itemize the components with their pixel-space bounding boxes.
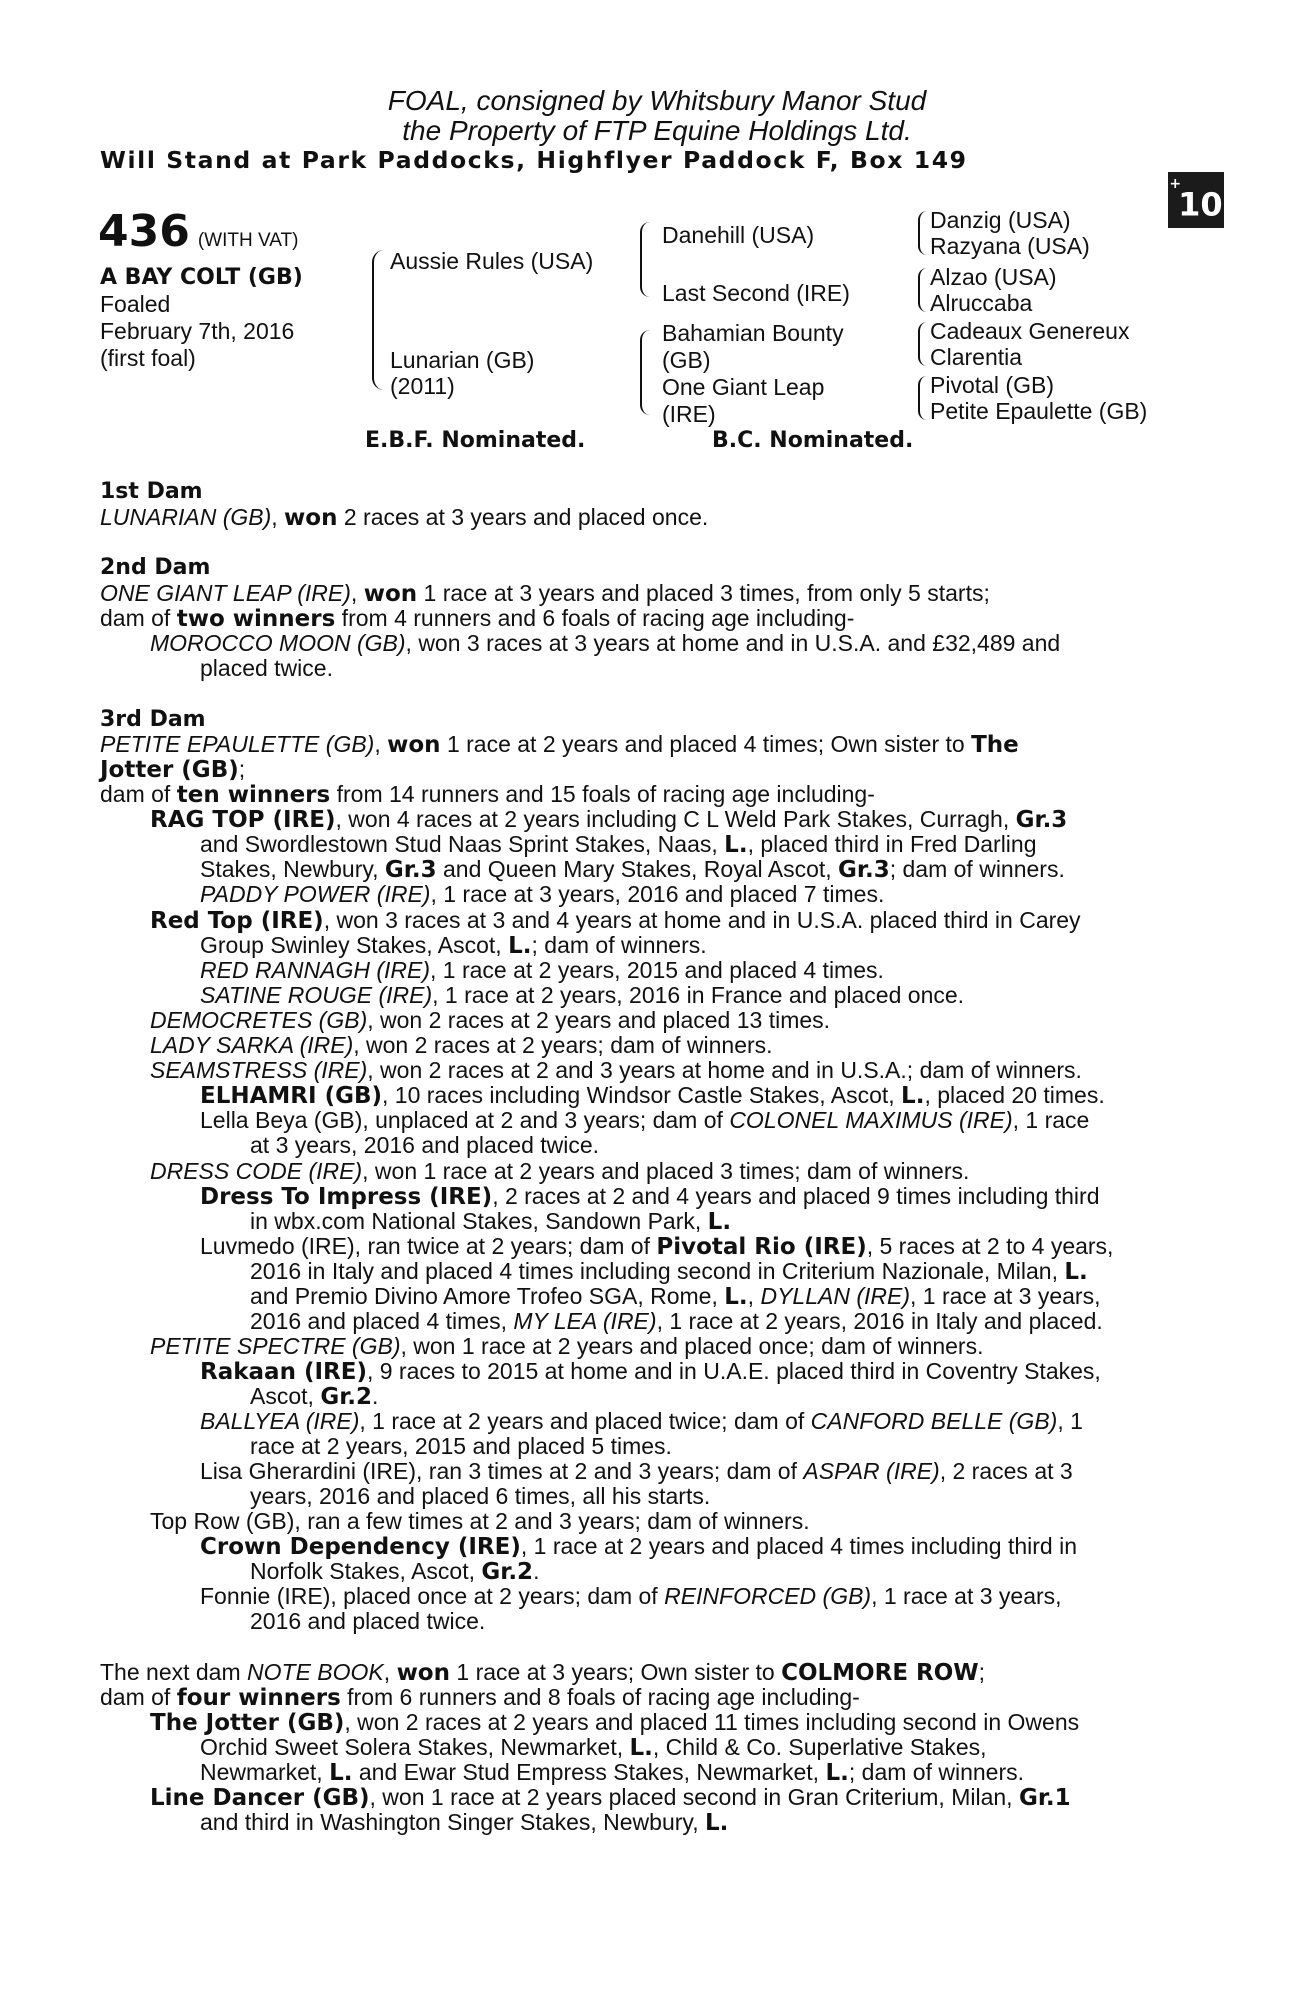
second-dam-line: ONE GIANT LEAP (IRE), won 1 race at 3 years and placed 3 times, from only 5 starts; — [100, 580, 990, 607]
lot-description: A BAY COLT (GB) — [100, 265, 303, 290]
crown-gr2: Gr.2 — [481, 1559, 534, 1585]
aspar-name: ASPAR (IRE) — [803, 1458, 940, 1484]
redtop-text-2: Group Swinley Stakes, Ascot, — [200, 932, 509, 958]
redtop-text-1: , won 3 races at 3 and 4 years at home and in U.S.A. placed third in Carey — [323, 907, 1081, 933]
luvmedo-line-4 — [250, 1309, 1103, 1335]
spectre-name: PETITE SPECTRE (GB) — [150, 1333, 401, 1359]
rakaan-gr2: Gr.2 — [320, 1384, 372, 1410]
dam: Lunarian (GB) — [390, 347, 535, 373]
jotter-text-2: Orchid Sweet Solera Stakes, Newmarket, — [200, 1734, 630, 1760]
lella-line-2: at 3 years, 2016 and placed twice. — [250, 1132, 600, 1158]
sire-sire-sire: Danzig (USA) — [930, 207, 1071, 233]
sire-dam-sire: Alzao (USA) — [930, 264, 1057, 290]
spectre-line — [150, 1334, 983, 1360]
second-dam-dam-of: dam of — [100, 605, 177, 631]
sarka-text: , won 2 races at 2 years; dam of winners. — [353, 1032, 773, 1058]
luvmedo-text-2: , 5 races at 2 to 4 years, — [866, 1233, 1114, 1259]
ragtop-listed: L. — [724, 832, 748, 858]
third-dam-won: won — [387, 732, 441, 758]
dam-year: (2011) — [390, 373, 455, 399]
second-dam-winners-text: from 4 runners and 6 foals of racing age including- — [335, 605, 855, 631]
ballyea-text-1: , 1 race at 2 years and placed twice; dam of — [359, 1408, 811, 1434]
pedigree-brace-g4 — [918, 376, 927, 420]
impress-line-1 — [200, 1184, 1100, 1211]
dresscode-text: , won 1 race at 2 years and placed 3 times; dam of winners. — [362, 1158, 970, 1184]
crown-line-2 — [250, 1559, 539, 1586]
first-dam-text: 2 races at 3 years and placed once. — [337, 504, 709, 530]
lella-line-1 — [200, 1108, 1089, 1134]
jotter-text-3: , Child & Co. Superlative Stakes, — [652, 1734, 987, 1760]
linedancer-line-2 — [200, 1810, 728, 1837]
redtop-text-3: ; dam of winners. — [531, 932, 707, 958]
next-dam-semi: ; — [978, 1659, 986, 1685]
next-dam-sister: COLMORE ROW — [781, 1660, 979, 1686]
linedancer-text-2: and third in Washington Singer Stakes, Newbury, — [200, 1809, 705, 1835]
elhamri-name: ELHAMRI (GB) — [200, 1083, 383, 1109]
ballyea-line-2: race at 2 years, 2015 and placed 5 times. — [250, 1433, 672, 1459]
luvmedo-listed-2: L. — [724, 1284, 748, 1310]
dam-sire: Bahamian Bounty — [662, 320, 844, 346]
ragtop-gr3-a: Gr.3 — [1015, 807, 1068, 833]
sire: Aussie Rules (USA) — [390, 248, 594, 274]
jotter-text-4: Newmarket, — [200, 1759, 330, 1785]
jotter-text-6: ; dam of winners. — [848, 1759, 1025, 1785]
next-dam-comma: , — [383, 1659, 397, 1685]
luvmedo-text-8: , 1 race at 2 years, 2016 in Italy and placed. — [656, 1308, 1103, 1334]
ragtop-line-3 — [200, 857, 1065, 884]
impress-name: Dress To Impress (IRE) — [200, 1184, 493, 1210]
ragtop-text-4: Stakes, Newbury, — [200, 856, 385, 882]
rannagh-line — [200, 958, 884, 984]
second-dam-name: ONE GIANT LEAP (IRE) — [100, 580, 351, 606]
sire-dam-dam: Alruccaba — [930, 290, 1033, 316]
jotter-line-2 — [200, 1735, 987, 1762]
crown-line-1 — [200, 1534, 1077, 1561]
dresscode-name: DRESS CODE (IRE) — [150, 1158, 363, 1184]
redtop-listed: L. — [508, 933, 532, 959]
lot-number-value: 436 — [98, 206, 190, 257]
jotter-line-1 — [150, 1710, 1079, 1737]
foaled-date: February 7th, 2016 — [100, 318, 295, 344]
third-dam-text: 1 race at 2 years and placed 4 times; Own sister to — [440, 731, 972, 757]
lisa-text-1: Lisa Gherardini (IRE), ran 3 times at 2 and 3 years; dam of — [200, 1458, 804, 1484]
jotter-listed-1: L. — [629, 1735, 653, 1761]
redtop-name: Red Top (IRE) — [150, 908, 324, 934]
next-dam-won: won — [396, 1660, 450, 1686]
paddy-text: , 1 race at 3 years, 2016 and placed 7 times. — [430, 881, 885, 907]
second-dam-won: won — [363, 581, 418, 607]
crown-dot: . — [533, 1558, 540, 1584]
first-dam-line: LUNARIAN (GB), won 2 races at 3 years and placed once. — [100, 504, 709, 531]
bc-nominated: B.C. Nominated. — [712, 428, 914, 453]
next-dam-name: NOTE BOOK — [247, 1659, 384, 1685]
pivotal-rio-name: Pivotal Rio (IRE) — [656, 1234, 867, 1260]
luvmedo-listed-1: L. — [1064, 1259, 1088, 1285]
paddy-name: PADDY POWER (IRE) — [200, 881, 431, 907]
crown-text-1: , 1 race at 2 years and placed 4 times including third in — [520, 1533, 1078, 1559]
third-dam-dam-of: dam of — [100, 781, 177, 807]
ragtop-text-2: and Swordlestown Stud Naas Sprint Stakes, Naas, — [200, 831, 725, 857]
dam-sire-sire: Cadeaux Genereux — [930, 318, 1130, 344]
canford-name: CANFORD BELLE (GB) — [810, 1408, 1058, 1434]
fonnie-line-1 — [200, 1584, 1062, 1610]
linedancer-listed: L. — [704, 1810, 729, 1836]
ragtop-line-2 — [200, 832, 1037, 859]
rannagh-text: , 1 race at 2 years, 2015 and placed 4 times. — [430, 957, 884, 983]
jotter-line-3 — [200, 1760, 1024, 1787]
rakaan-line-2 — [250, 1384, 378, 1411]
fonnie-text-2: , 1 race at 3 years, — [871, 1583, 1062, 1609]
next-dam-winners-text: from 6 runners and 8 foals of racing age including- — [340, 1684, 860, 1710]
vat-label: (WITH VAT) — [197, 230, 299, 251]
dyllan-name: DYLLAN (IRE) — [760, 1283, 910, 1309]
impress-line-2 — [250, 1209, 731, 1236]
foaled-label: Foaled — [100, 291, 171, 317]
dam-dam-country: (IRE) — [662, 401, 716, 427]
ragtop-name: RAG TOP (IRE) — [150, 807, 336, 833]
pedigree-brace-dam — [640, 330, 650, 415]
dam-dam-dam: Petite Epaulette (GB) — [930, 398, 1148, 424]
pedigree-brace-g2 — [918, 268, 927, 312]
jotter-text-5: and Ewar Stud Empress Stakes, Newmarket, — [352, 1759, 826, 1785]
impress-text-1: , 2 races at 2 and 4 years and placed 9 times including third — [492, 1183, 1100, 1209]
jotter-listed-3: L. — [825, 1760, 849, 1786]
fonnie-text-1: Fonnie (IRE), placed once at 2 years; dam of — [200, 1583, 665, 1609]
ebf-nominated: E.B.F. Nominated. — [365, 428, 586, 453]
second-dam-progeny-1b: placed twice. — [200, 655, 333, 681]
next-dam-line — [100, 1660, 985, 1687]
badge-plus: + — [1169, 176, 1182, 192]
crown-name: Crown Dependency (IRE) — [200, 1534, 521, 1560]
sire-dam: Last Second (IRE) — [662, 280, 850, 306]
next-dam-text: 1 race at 3 years; Own sister to — [450, 1659, 782, 1685]
pedigree-brace-sire — [640, 222, 650, 297]
consignor-line: FOAL, consigned by Whitsbury Manor Stud — [387, 85, 927, 116]
third-dam-line: PETITE EPAULETTE (GB), won 1 race at 2 years and placed 4 times; Own sister to The — [100, 731, 1019, 758]
impress-text-2: in wbx.com National Stakes, Sandown Park, — [250, 1208, 708, 1234]
luvmedo-text-4: and Premio Divino Amore Trofeo SGA, Rome, — [250, 1283, 725, 1309]
rannagh-name: RED RANNAGH (IRE) — [200, 957, 431, 983]
satine-text: , 1 race at 2 years, 2016 in France and placed once. — [432, 982, 965, 1008]
dam-sire-dam: Clarentia — [930, 344, 1023, 370]
second-dam-progeny-1 — [150, 631, 1060, 657]
elhamri-text-2: , placed 20 times. — [924, 1082, 1105, 1108]
sarka-line — [150, 1033, 773, 1059]
luvmedo-text-1: Luvmedo (IRE), ran twice at 2 years; dam of — [200, 1233, 657, 1259]
democretes-name: DEMOCRETES (GB) — [150, 1007, 368, 1033]
linedancer-text-1: , won 1 race at 2 years placed second in Gran Criterium, Milan, — [369, 1784, 1019, 1810]
luvmedo-line-3 — [250, 1284, 1100, 1311]
ragtop-line-1 — [150, 807, 1067, 834]
third-dam-semi: ; — [238, 756, 246, 782]
luvmedo-line-2 — [250, 1259, 1088, 1286]
colonel-name: COLONEL MAXIMUS (IRE) — [729, 1107, 1013, 1133]
seamstress-name: SEAMSTRESS (IRE) — [150, 1057, 368, 1083]
third-dam-name: PETITE EPAULETTE (GB) — [100, 731, 375, 757]
linedancer-name: Line Dancer (GB) — [150, 1785, 370, 1811]
rakaan-text-2: Ascot, — [250, 1383, 321, 1409]
sire-sire: Danehill (USA) — [662, 222, 815, 248]
next-dam-winners: four winners — [176, 1685, 341, 1711]
rakaan-text-1: , 9 races to 2015 at home and in U.A.E. placed third in Coventry Stakes, — [366, 1358, 1101, 1384]
rakaan-dot: . — [372, 1383, 379, 1409]
pedigree-brace-g3 — [918, 322, 927, 366]
ballyea-name: BALLYEA (IRE) — [200, 1408, 360, 1434]
luvmedo-text-7: 2016 and placed 4 times, — [250, 1308, 514, 1334]
next-dam-dam-of: dam of — [100, 1684, 177, 1710]
luvmedo-line-1 — [200, 1234, 1113, 1261]
first-dam-heading: 1st Dam — [100, 479, 203, 504]
third-dam-heading: 3rd Dam — [100, 707, 206, 732]
redtop-line-2 — [200, 933, 707, 960]
ragtop-gr3-c: Gr.3 — [838, 857, 890, 883]
redtop-line-1 — [150, 908, 1081, 935]
stabling-line: Will Stand at Park Paddocks, Highflyer Paddock F, Box 149 — [100, 146, 968, 174]
pedigree-brace-g1 — [918, 211, 927, 255]
property-line: the Property of FTP Equine Holdings Ltd. — [402, 115, 912, 146]
ragtop-gr3-b: Gr.3 — [384, 857, 437, 883]
ballyea-line-1 — [200, 1409, 1083, 1435]
ragtop-text-5: and Queen Mary Stakes, Royal Ascot, — [436, 856, 839, 882]
first-dam-won: won — [284, 505, 338, 531]
rakaan-line-1 — [200, 1359, 1101, 1386]
elhamri-line — [200, 1083, 1105, 1110]
first-dam-name: LUNARIAN (GB) — [100, 504, 272, 530]
third-dam-sister: The — [971, 732, 1019, 758]
dam-dam: One Giant Leap — [662, 374, 825, 400]
second-dam-heading: 2nd Dam — [100, 555, 211, 580]
ragtop-text-1: , won 4 races at 2 years including C L Weld Park Stakes, Curragh, — [335, 806, 1016, 832]
lisa-line-1 — [200, 1459, 1073, 1485]
ballyea-text-2: , 1 — [1057, 1408, 1083, 1434]
foal-note: (first foal) — [100, 345, 196, 371]
lisa-line-2: years, 2016 and placed 6 times, all his starts. — [250, 1483, 711, 1509]
jotter-name: The Jotter (GB) — [150, 1710, 345, 1736]
luvmedo-text-3: 2016 in Italy and placed 4 times including second in Criterium Nazionale, Milan, — [250, 1258, 1065, 1284]
rakaan-name: Rakaan (IRE) — [200, 1359, 367, 1385]
third-dam-winners: ten winners — [176, 782, 331, 808]
dam-sire-country: (GB) — [662, 347, 711, 373]
democretes-text: , won 2 races at 2 years and placed 13 times. — [367, 1007, 831, 1033]
impress-listed: L. — [707, 1209, 732, 1235]
next-dam-intro: The next dam — [100, 1659, 248, 1685]
pedigree-brace-main — [372, 250, 384, 390]
third-dam-winners-text: from 14 runners and 15 foals of racing age including- — [330, 781, 875, 807]
democretes-line — [150, 1008, 830, 1034]
satine-name: SATINE ROUGE (IRE) — [200, 982, 433, 1008]
elhamri-text-1: , 10 races including Windsor Castle Stakes, Ascot, — [382, 1082, 902, 1108]
badge-number: 10 — [1178, 185, 1223, 224]
luvmedo-text-6: , 1 race at 3 years, — [910, 1283, 1101, 1309]
spectre-text: , won 1 race at 2 years and placed once; dam of winners. — [400, 1333, 984, 1359]
ragtop-text-3: , placed third in Fred Darling — [747, 831, 1037, 857]
third-dam-line-2 — [100, 757, 245, 784]
ragtop-text-6: ; dam of winners. — [889, 856, 1065, 882]
dam-dam-sire: Pivotal (GB) — [930, 372, 1054, 398]
jotter-listed-2: L. — [329, 1760, 353, 1786]
next-dam-produce — [100, 1685, 860, 1712]
mylea-name: MY LEA (IRE) — [513, 1308, 657, 1334]
second-dam-text: 1 race at 3 years and placed 3 times, from only 5 starts; — [417, 580, 990, 606]
linedancer-line-1 — [150, 1785, 1071, 1812]
lot-number — [98, 208, 298, 265]
second-dam-produce — [100, 606, 854, 633]
lella-text-2: , 1 race — [1012, 1107, 1090, 1133]
elhamri-listed: L. — [901, 1083, 925, 1109]
luvmedo-text-5: , — [747, 1283, 761, 1309]
third-dam-produce — [100, 782, 875, 809]
seamstress-text: , won 2 races at 2 and 3 years at home and in U.S.A.; dam of winners. — [367, 1057, 1082, 1083]
paddy-line — [200, 882, 884, 908]
third-dam-sister-2: Jotter (GB) — [100, 757, 239, 783]
toprow-line: Top Row (GB), ran a few times at 2 and 3 years; dam of winners. — [150, 1508, 810, 1534]
progeny-name: MOROCCO MOON (GB) — [150, 630, 406, 656]
sire-sire-dam: Razyana (USA) — [930, 233, 1090, 259]
reinforced-name: REINFORCED (GB) — [664, 1583, 872, 1609]
satine-line — [200, 983, 964, 1009]
sarka-name: LADY SARKA (IRE) — [150, 1032, 354, 1058]
crown-text-2: Norfolk Stakes, Ascot, — [250, 1558, 482, 1584]
seamstress-line — [150, 1058, 1082, 1084]
lisa-text-2: , 2 races at 3 — [939, 1458, 1073, 1484]
lella-text-1: Lella Beya (GB), unplaced at 2 and 3 years; dam of — [200, 1107, 730, 1133]
linedancer-gr1: Gr.1 — [1018, 1785, 1071, 1811]
dresscode-line — [150, 1159, 969, 1185]
fonnie-line-2: 2016 and placed twice. — [250, 1608, 486, 1634]
progeny-text: , won 3 races at 3 years at home and in U.S.A. and £32,489 and — [405, 630, 1061, 656]
second-dam-winners: two winners — [176, 606, 336, 632]
section-badge — [1168, 172, 1224, 228]
jotter-text-1: , won 2 races at 2 years and placed 11 times including second in Owens — [344, 1709, 1080, 1735]
